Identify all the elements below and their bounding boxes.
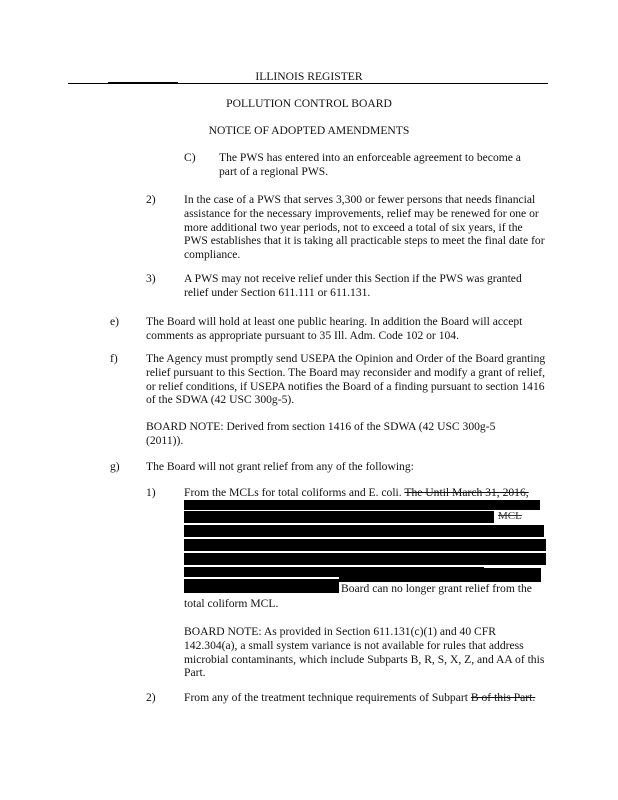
item-3-label: 3) xyxy=(146,272,156,285)
redaction-bar-2 xyxy=(184,511,494,523)
item-g1-text-line xyxy=(184,486,529,499)
item-g1-board-note: BOARD NOTE: As provided in Section 611.131(c)(1) and 40 CFR 142.304(a), a small system variance is not available for rules that address microbial contaminants, which include Subparts B, R, S, X, Z, and AA of this Part. xyxy=(184,625,545,680)
item-g1-struck: The Until March 31, 2016, xyxy=(404,486,529,499)
item-c-text: The PWS has entered into an enforceable agreement to become a part of a regional PWS. xyxy=(219,151,521,178)
item-e-label: e) xyxy=(110,315,120,328)
redaction-bar-5 xyxy=(184,553,546,565)
item-g2-text-block xyxy=(184,691,546,705)
item-3-text: A PWS may not receive relief under this Section if the PWS was granted relief under Section 611.111 or 611.131. xyxy=(184,272,522,299)
item-g-label: g) xyxy=(110,460,120,473)
header-rule-mark xyxy=(108,82,178,84)
item-g2-struck: B of this Part. xyxy=(470,691,536,704)
item-f-text: The Agency must promptly send USEPA the Opinion and Order of the Board granting relief pursuant to this Section. The Board may reconsider and modify a grant of relief, or relief conditions, if USEPA notifies the Board of a finding pursuant to section 1416 of the SDWA (42 USC 300g-5). xyxy=(146,352,546,407)
notice-title: NOTICE OF ADOPTED AMENDMENTS xyxy=(208,124,410,137)
item-f-label: f) xyxy=(110,352,118,365)
item-g-text: The Board will not grant relief from any of the following: xyxy=(146,460,414,473)
item-f-board-note: BOARD NOTE: Derived from section 1416 of the SDWA (42 USC 300g-5 (2011)). xyxy=(146,420,496,447)
register-title: ILLINOIS REGISTER xyxy=(255,70,363,83)
redaction-bar-7 xyxy=(184,579,339,593)
item-e-text: The Board will hold at least one public hearing. In addition the Board will accept comments as appropriate pursuant to 35 Ill. Adm. Code 102 or 104. xyxy=(146,315,523,342)
redaction-bar-8 xyxy=(339,568,541,582)
item-g2-label: 2) xyxy=(146,691,156,704)
item-2-text: In the case of a PWS that serves 3,300 or fewer persons that needs financial assistance for the necessary improvements, relief may be renewed for one or more additional two year periods, not to exceed a total of six years, if the PWS establishes that it is taking all practicable steps to meet the final date for compliance. xyxy=(184,193,545,262)
redaction-bar-3 xyxy=(184,525,544,537)
item-2-label: 2) xyxy=(146,193,156,206)
redaction-bar-1 xyxy=(184,500,540,510)
item-g1-last: total coliform MCL. xyxy=(184,597,279,610)
item-g1-after: Board can no longer grant relief from the xyxy=(341,582,532,595)
item-g1-text: From the MCLs for total coliforms and E. coli. xyxy=(184,486,402,499)
board-title: POLLUTION CONTROL BOARD xyxy=(226,97,392,110)
item-g2-text: From any of the treatment technique requirements of Subpart xyxy=(184,691,468,704)
item-g1-fragment: MCL xyxy=(498,510,522,522)
item-g1-label: 1) xyxy=(146,486,156,499)
redaction-bar-4 xyxy=(184,539,546,551)
item-c-label: C) xyxy=(184,151,196,164)
